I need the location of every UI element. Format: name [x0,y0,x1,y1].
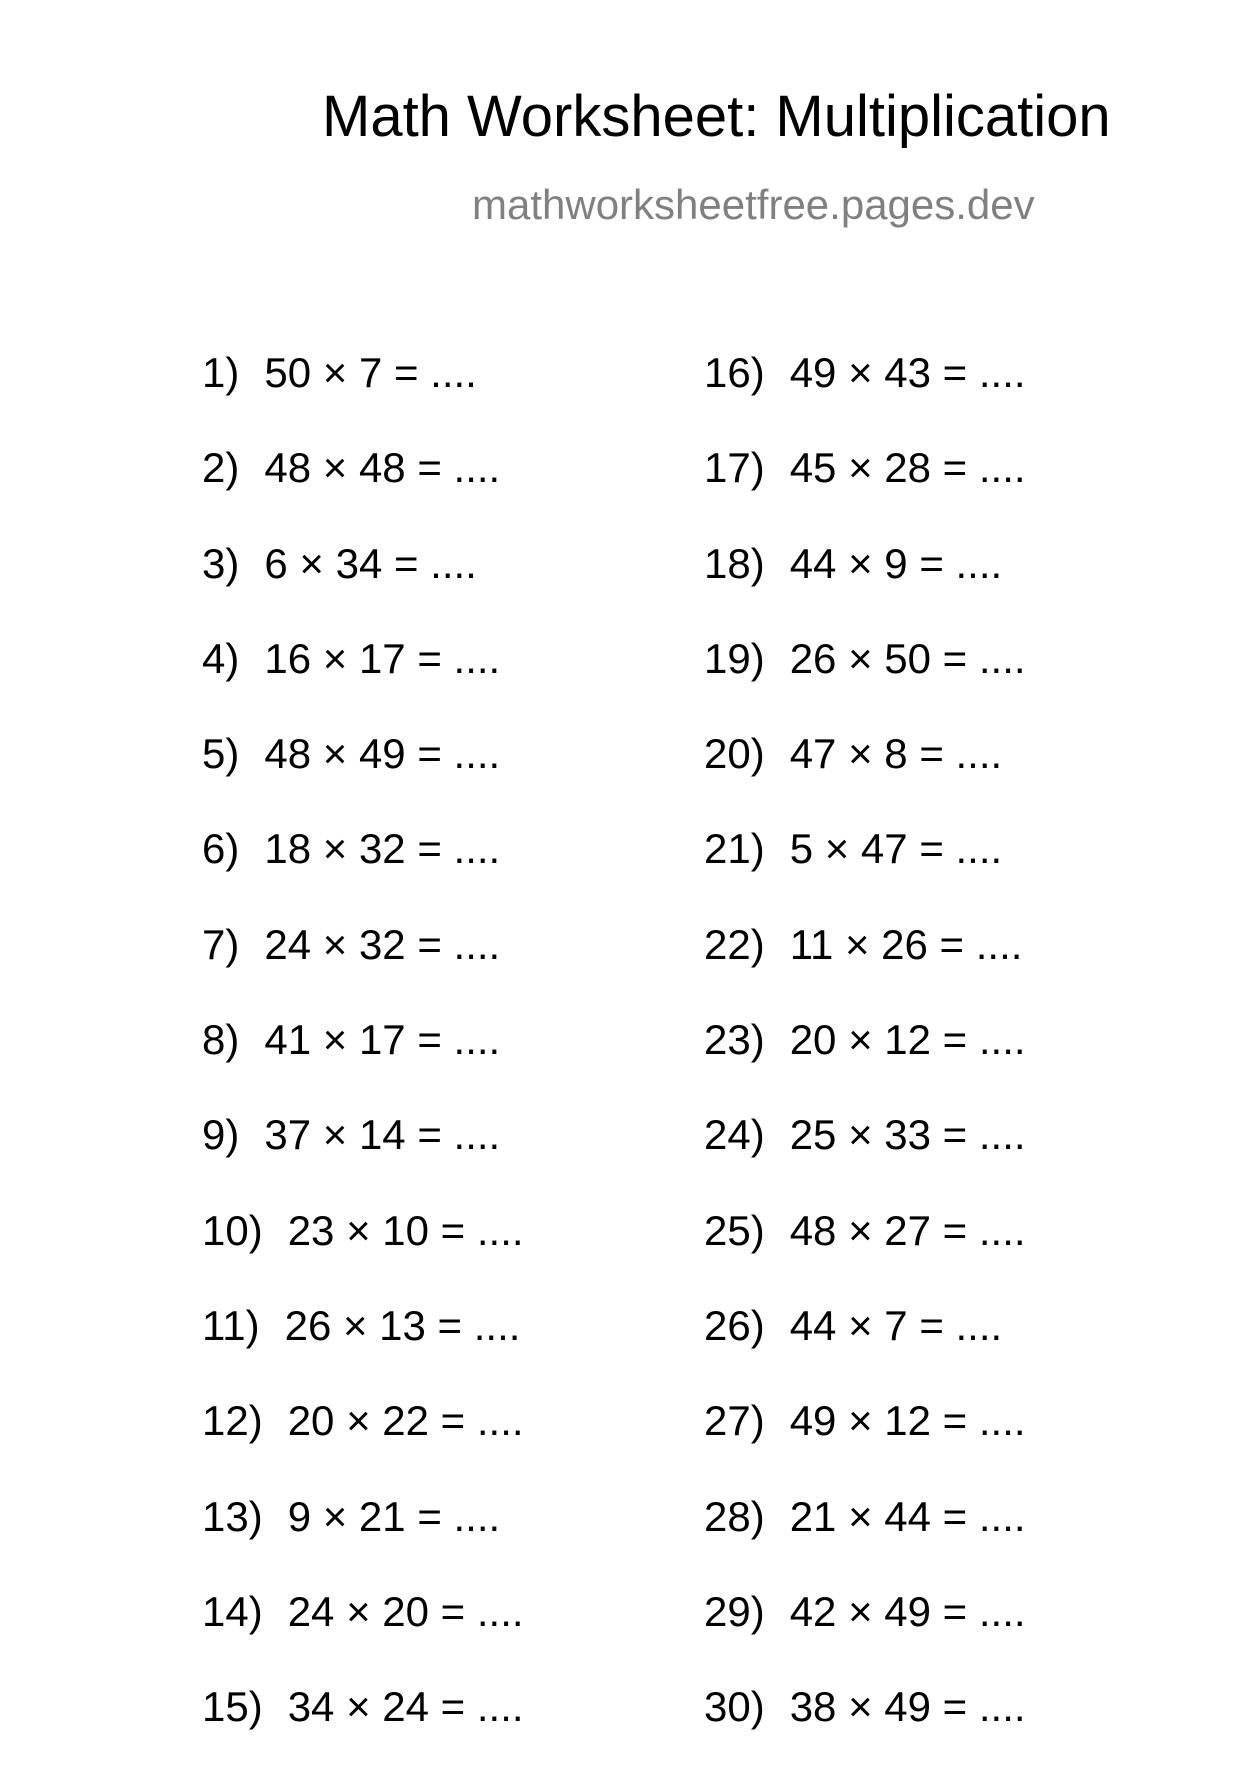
problem-number: 6) [202,825,240,873]
problem-item [202,1397,642,1495]
problem-number: 5) [202,730,240,778]
problem-expression: 11 × 26 = .... [789,920,1023,968]
problem-expression: 50 × 7 = .... [264,349,477,396]
problem-item [704,920,1144,1019]
problem-item [202,1206,642,1305]
problem-expression: 41 × 17 = .... [264,1016,501,1064]
problem-item [202,1111,642,1209]
problem-item [704,539,1144,638]
problem-number: 29) [704,1587,765,1635]
problem-number: 16) [704,349,765,396]
problem-item [202,1587,642,1686]
problem-item [704,825,1144,923]
problem-item [704,1492,1144,1591]
problem-expression: 45 × 28 = .... [789,444,1026,492]
problem-item [704,1111,1144,1209]
problem-expression: 42 × 49 = .... [789,1587,1026,1635]
problem-item [202,634,642,733]
problem-number: 10) [202,1206,263,1254]
problem-number: 2) [202,444,240,492]
problem-item [704,1397,1144,1495]
problem-number: 28) [704,1492,765,1540]
problem-number: 24) [704,1111,765,1159]
problem-item [704,730,1144,828]
problem-expression: 47 × 8 = .... [789,730,1003,778]
problem-item [202,349,642,447]
problem-number: 13) [202,1492,263,1540]
problem-item [202,1016,642,1114]
problem-number: 19) [704,634,765,682]
problem-expression: 21 × 44 = .... [789,1492,1026,1540]
problem-number: 1) [202,349,240,396]
problem-expression: 34 × 24 = .... [287,1683,524,1731]
problem-number: 4) [202,634,240,682]
problem-column-left [202,349,642,1781]
problem-item [202,444,642,542]
problem-number: 27) [704,1397,765,1445]
problem-item [704,634,1144,733]
problem-expression: 5 × 47 = .... [789,825,1003,873]
problem-expression: 49 × 43 = .... [789,349,1026,396]
problem-expression: 24 × 20 = .... [287,1587,524,1635]
problem-expression: 37 × 14 = .... [264,1111,501,1159]
problem-item [704,1206,1144,1305]
problem-item [202,920,642,1019]
problem-expression: 38 × 49 = .... [789,1683,1026,1731]
problem-item [202,1301,642,1400]
problem-expression: 44 × 9 = .... [789,539,1003,587]
problem-expression: 20 × 22 = .... [287,1397,524,1445]
problem-item [202,825,642,923]
problem-number: 7) [202,920,240,968]
problem-item [704,1683,1144,1781]
problem-number: 9) [202,1111,240,1159]
problem-expression: 23 × 10 = .... [287,1206,524,1254]
problem-number: 26) [704,1301,765,1349]
problem-item [704,1016,1144,1114]
problem-number: 14) [202,1587,263,1635]
problem-number: 12) [202,1397,263,1445]
problem-item [704,444,1144,542]
problem-number: 22) [704,920,765,968]
problem-expression: 24 × 32 = .... [264,920,501,968]
problem-expression: 49 × 12 = .... [789,1397,1026,1445]
problem-expression: 44 × 7 = .... [789,1301,1003,1349]
problem-number: 11) [202,1301,260,1349]
worksheet-title: Math Worksheet: Multiplication [322,84,1111,149]
problem-item [202,1492,642,1591]
problem-number: 20) [704,730,765,778]
problem-expression: 26 × 13 = .... [284,1301,521,1349]
problem-item [704,1301,1144,1400]
problem-expression: 9 × 21 = .... [287,1492,501,1540]
problem-number: 30) [704,1683,765,1731]
problem-item [202,1683,642,1781]
problem-expression: 48 × 48 = .... [264,444,501,492]
problem-number: 15) [202,1683,263,1731]
problem-expression: 48 × 27 = .... [789,1206,1026,1254]
problem-expression: 18 × 32 = .... [264,825,501,873]
problem-number: 18) [704,539,765,587]
problem-number: 25) [704,1206,765,1254]
problem-expression: 16 × 17 = .... [264,634,501,682]
problem-number: 3) [202,539,240,587]
problem-item [704,349,1144,447]
problem-number: 17) [704,444,765,492]
problem-number: 8) [202,1016,240,1064]
problem-number: 21) [704,825,765,873]
problem-item [202,730,642,828]
worksheet-source-url: mathworksheetfree.pages.dev [472,181,1035,228]
problem-item [202,539,642,638]
problem-expression: 20 × 12 = .... [789,1016,1026,1064]
problem-number: 23) [704,1016,765,1064]
problem-expression: 25 × 33 = .... [789,1111,1026,1159]
problem-column-right [704,349,1144,1781]
problem-expression: 48 × 49 = .... [264,730,501,778]
problem-item [704,1587,1144,1686]
problem-expression: 26 × 50 = .... [789,634,1026,682]
problem-expression: 6 × 34 = .... [264,539,477,587]
